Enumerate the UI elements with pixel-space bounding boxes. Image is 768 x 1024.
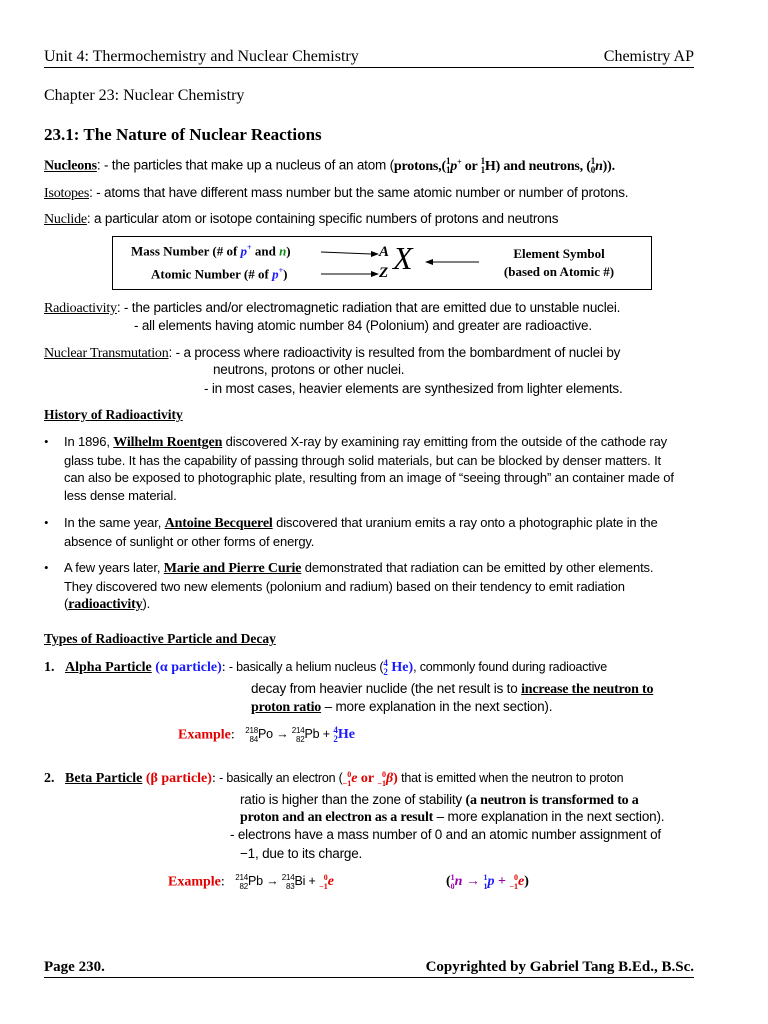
atomic-number-label: Atomic Number (# of p+) <box>151 266 288 282</box>
def-radioactivity: Radioactivity: - the particles and/or electromagnetic radiation that are emitted due to unstable nuclei. <box>44 300 621 316</box>
alpha-line3: proton ratio – more explanation in the next section). <box>251 699 553 715</box>
def-nuclide: Nuclide: a particular atom or isotope containing specific numbers of protons and neutrons <box>44 211 559 227</box>
def-nucleons: Nucleons: - the particles that make up a nucleus of an atom (protons,( 1 1 p+ or 1 1 H) and neutrons, ( 1 0 n)). <box>44 156 615 176</box>
beta-neutron-decay: ( 1 0 n → 1 1 p + 0 −1 e) <box>446 873 529 891</box>
symbol-x: X <box>393 240 413 276</box>
page-footer <box>44 959 694 978</box>
arrow-right-icon <box>371 271 379 277</box>
history-heading: History of Radioactivity <box>44 407 183 422</box>
types-heading: Types of Radioactive Particle and Decay <box>44 631 276 646</box>
bullet-icon: • <box>44 434 49 449</box>
history-becquerel: In the same year, Antoine Becquerel discovered that uranium emits a ray onto a photographic plate in the absence of sunlight or other forms of energy. <box>64 515 658 549</box>
beta-line3: proton and an electron as a result – more explanation in the next section). <box>240 809 665 825</box>
chapter-title: Chapter 23: Nuclear Chemistry <box>44 87 245 104</box>
alpha-line1: 1. Alpha Particle (α particle): - basically a helium nucleus ( 4 2 He), commonly found during radioactive <box>44 658 607 677</box>
element-symbol-label: Element Symbol (based on Atomic #) <box>503 246 615 279</box>
copyright: Copyrighted by Gabriel Tang B.Ed., B.Sc. <box>425 959 694 975</box>
beta-line5: −1, due to its charge. <box>240 846 363 861</box>
radioactivity-line2: - all elements having atomic number 84 (Polonium) and greater are radioactive. <box>134 318 592 333</box>
label-arrows <box>319 243 381 281</box>
page-number: Page 230. <box>44 959 105 975</box>
nuclide-notation-box <box>112 236 652 290</box>
header-course: Chemistry AP <box>603 48 694 65</box>
arrow-right-icon <box>371 251 379 257</box>
alpha-example: Example: 218 84 Po → 214 82 Pb + 4 2 He <box>178 725 355 745</box>
beta-line1: 2. Beta Particle (β particle): - basically an electron ( 0 −1 e or 0 −1 β) that is emitted when the neutron to proton <box>44 770 624 788</box>
transmutation-line3: - in most cases, heavier elements are synthesized from lighter elements. <box>204 381 623 396</box>
def-transmutation: Nuclear Transmutation: - a process where radioactivity is resulted from the bombardment of nuclei by <box>44 345 621 361</box>
history-curie: A few years later, Marie and Pierre Curie demonstrated that radiation can be emitted by other elements. They discovered two new elements (polonium and radium) based on their tendency to emit radiation (radioactivity). <box>64 560 654 612</box>
transmutation-line2: neutrons, protons or other nuclei. <box>213 362 405 377</box>
def-isotopes: Isotopes: - atoms that have different mass number but the same atomic number or number of protons. <box>44 185 629 201</box>
symbol-a: A <box>379 244 390 260</box>
header-unit: Unit 4: Thermochemistry and Nuclear Chemistry <box>44 48 359 65</box>
arrow-left-icon <box>425 259 433 265</box>
symbol-z: Z <box>379 265 389 281</box>
beta-example: Example: 214 82 Pb → 214 83 Bi + 0 −1 e <box>168 873 334 892</box>
symbol-arrow <box>423 257 481 267</box>
beta-line4: - electrons have a mass number of 0 and an atomic number assignment of <box>230 827 661 842</box>
alpha-line2: decay from heavier nuclide (the net result is to increase the neutron to <box>251 681 654 697</box>
page-header <box>44 48 694 68</box>
bullet-icon: • <box>44 515 49 530</box>
section-title: 23.1: The Nature of Nuclear Reactions <box>44 125 322 144</box>
mass-number-label: Mass Number (# of p+ and n) <box>131 243 291 259</box>
history-roentgen: In 1896, Wilhelm Roentgen discovered X-ray by examining ray emitting from the outside of the cathode ray glass tube. It has the capability of passing through solid materials, but can be blocked by denser matters. It can also be exposed to photographic plate, resulting from an image of “seeing through” an container made of less dense material. <box>64 434 674 503</box>
bullet-icon: • <box>44 560 49 575</box>
beta-line2: ratio is higher than the zone of stability (a neutron is transformed to a <box>240 792 639 808</box>
